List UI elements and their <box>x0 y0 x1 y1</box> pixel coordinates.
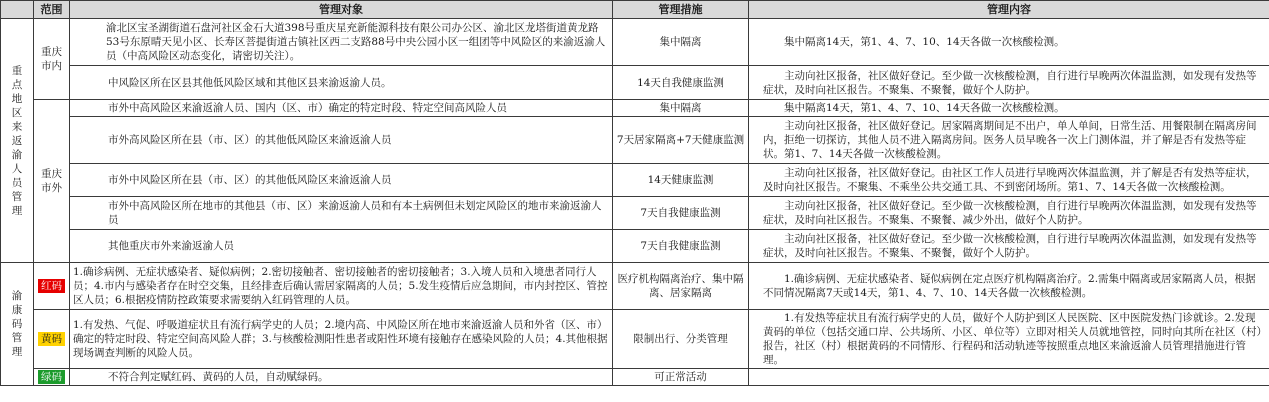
measure-cell: 集中隔离 <box>613 19 749 66</box>
measure-cell: 可正常活动 <box>613 369 749 386</box>
table-row <box>1 117 1269 164</box>
subgroup-label-inner: 重庆市内 <box>34 19 70 100</box>
measure-cell: 医疗机构隔离治疗、集中隔离、居家隔离 <box>613 263 749 310</box>
measure-cell: 7天自我健康监测 <box>613 230 749 263</box>
yellow-code-badge: 黄码 <box>38 332 65 346</box>
group-label-health-code: 渝康码管理 <box>1 263 34 386</box>
content-cell: 集中隔离14天，第1、4、7、10、14天各做一次核酸检测。 <box>749 100 1269 117</box>
content-cell: 1.确诊病例、无症状感染者、疑似病例在定点医疗机构隔离治疗。2.需集中隔离或居家隔离人员，根据不同情况隔离7天或14天，第1、4、7、10、14天各做一次核酸检测。 <box>749 263 1269 310</box>
object-cell: 不符合判定赋红码、黄码的人员，自动赋绿码。 <box>70 369 613 386</box>
content-cell <box>749 369 1269 386</box>
content-cell: 主动向社区报备，社区做好登记。至少做一次核酸检测，自行进行早晚两次体温监测，如发现有发热等症状，及时向社区报告。不聚集、不聚餐，做好个人防护。 <box>749 66 1269 100</box>
header-content: 管理内容 <box>749 1 1269 19</box>
object-cell: 市外中风险区所在县（市、区）的其他低风险区来渝返渝人员 <box>70 164 613 197</box>
content-cell: 主动向社区报备，社区做好登记。由社区工作人员进行早晚两次体温监测，并了解是否有发热等症状，及时向社区报告。不聚集、不乘坐公共交通工具、不到密闭场所。第1、7、14天各做一次核酸检测。 <box>749 164 1269 197</box>
measure-cell: 7天自我健康监测 <box>613 197 749 230</box>
object-cell: 1.确诊病例、无症状感染者、疑似病例；2.密切接触者、密切接触者的密切接触者；3.入境人员和入境患者同行人员；4.市内与感染者存在时空交集，且经排查后确认需居家隔离的人员；5.发生疫情后应急期间，市内封控区、管控区人员；6.根据疫情防控政策要求需要纳入红码管理的人员。 <box>70 263 613 310</box>
measure-cell: 14天健康监测 <box>613 164 749 197</box>
content-cell: 1.有发热等症状且有流行病学史的人员，做好个人防护到区人民医院、区中医院发热门诊就诊。2.发现黄码的单位（包括交通口岸、公共场所、小区、单位等）立即对相关人员就地管控，同时向其所在社区（村）报告，社区（村）根据黄码的不同情形、行程码和活动轨迹等按照重点地区来渝返渝人员管理措施进行管理。 <box>749 310 1269 369</box>
table-row <box>1 263 1269 310</box>
subgroup-label-outer: 重庆市外 <box>34 100 70 263</box>
table-row <box>1 66 1269 100</box>
code-label-cell <box>34 310 70 369</box>
object-cell: 市外中高风险区所在地市的其他县（市、区）来渝返渝人员和有本土病例但未划定风险区的地市来渝返渝人员 <box>70 197 613 230</box>
red-code-badge: 红码 <box>38 279 65 293</box>
content-cell: 主动向社区报备，社区做好登记。至少做一次核酸检测，自行进行早晚两次体温监测，如发现有发热等症状，及时向社区报告。不聚集、不聚餐、减少外出，做好个人防护。 <box>749 197 1269 230</box>
header-row <box>1 1 1269 19</box>
header-object: 管理对象 <box>70 1 613 19</box>
table-row <box>1 164 1269 197</box>
object-cell: 市外中高风险区来渝返渝人员、国内（区、市）确定的特定时段、特定空间高风险人员 <box>70 100 613 117</box>
table-row <box>1 19 1269 66</box>
table-row <box>1 230 1269 263</box>
object-cell: 市外高风险区所在县（市、区）的其他低风险区来渝返渝人员 <box>70 117 613 164</box>
table-row <box>1 100 1269 117</box>
header-measure: 管理措施 <box>613 1 749 19</box>
object-cell: 渝北区宝圣湖街道石盘河社区金石大道398号重庆星充新能源科技有限公司办公区、渝北区龙塔街道黄龙路53号东原晴天见小区、长寿区菩提街道古镇社区西二支路88号中央公园小区一组团等中风险区的来渝返渝人员（中高风险区动态变化，请密切关注）。 <box>70 19 613 66</box>
code-label-cell <box>34 369 70 386</box>
group-label-key-regions: 重点地区来返渝人员管理 <box>1 19 34 263</box>
content-cell: 集中隔离14天，第1、4、7、10、14天各做一次核酸检测。 <box>749 19 1269 66</box>
object-cell: 中风险区所在区县其他低风险区域和其他区县来渝返渝人员。 <box>70 66 613 100</box>
measure-cell: 7天居家隔离+7天健康监测 <box>613 117 749 164</box>
table-row <box>1 369 1269 386</box>
code-label-cell <box>34 263 70 310</box>
measure-cell: 集中隔离 <box>613 100 749 117</box>
measure-cell: 14天自我健康监测 <box>613 66 749 100</box>
object-cell: 其他重庆市外来渝返渝人员 <box>70 230 613 263</box>
green-code-badge: 绿码 <box>38 370 65 384</box>
table-row <box>1 197 1269 230</box>
header-blank <box>1 1 34 19</box>
header-scope: 范围 <box>34 1 70 19</box>
measure-cell: 限制出行、分类管理 <box>613 310 749 369</box>
content-cell: 主动向社区报备，社区做好登记。至少做一次核酸检测，自行进行早晚两次体温监测，如发现有发热等症状，及时向社区报告。不聚集、不聚餐，做好个人防护。 <box>749 230 1269 263</box>
content-cell: 主动向社区报备，社区做好登记。居家隔离期间足不出户，单人单间，日常生活、用餐限制在隔离房间内，拒绝一切探访，其他人员不进入隔离房间。医务人员早晚各一次上门测体温，并了解是否有发热等症状。第1、7、14天各做一次核酸检测。 <box>749 117 1269 164</box>
table-row <box>1 310 1269 369</box>
object-cell: 1.有发热、气促、呼吸道症状且有流行病学史的人员；2.境内高、中风险区所在地市来渝返渝人员和外省（区、市）确定的特定时段、特定空间高风险人群；3.与核酸检测阳性患者或阳性环境有接触存在感染风险的人员；4.其他根据现场调查判断的风险人员。 <box>70 310 613 369</box>
